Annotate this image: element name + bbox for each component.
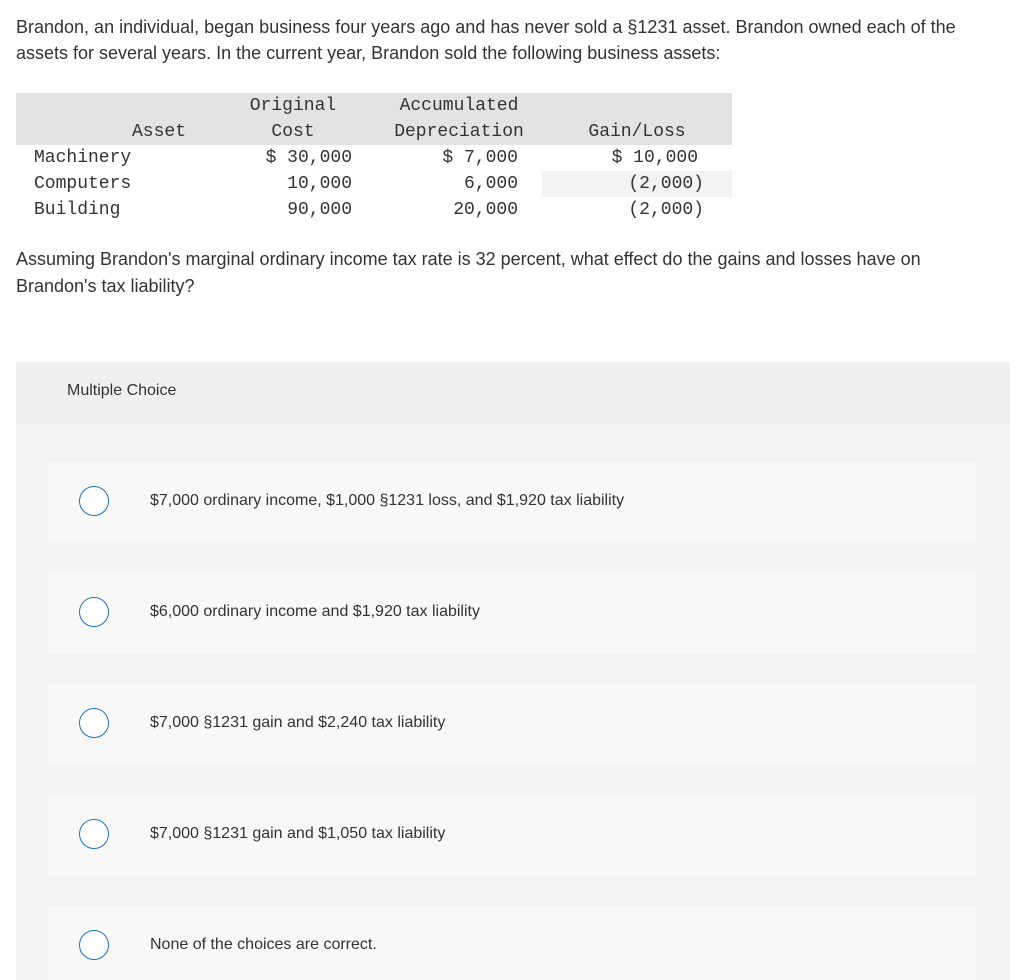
cell-cost: 90,000 <box>287 200 352 220</box>
choice-option-3[interactable] <box>48 684 976 765</box>
choice-option-4[interactable] <box>48 795 976 876</box>
header-cost: Original Cost <box>249 96 337 142</box>
cell-cost: 10,000 <box>210 171 376 197</box>
cell-gain-loss: $ 10,000 <box>611 148 698 168</box>
cell-depreciation: 6,000 <box>376 171 542 197</box>
cell-depreciation: 20,000 <box>453 200 518 220</box>
cell-cost: $ 30,000 <box>265 148 352 168</box>
cell-depreciation: $ 7,000 <box>442 148 518 168</box>
choice-label: $7,000 §1231 gain and $1,050 tax liability <box>150 825 446 842</box>
cell-asset: Computers <box>16 171 210 197</box>
radio-button-icon[interactable] <box>79 486 109 516</box>
multiple-choice-header <box>16 362 1010 423</box>
cell-asset: Machinery <box>34 148 132 168</box>
multiple-choice-title: Multiple Choice <box>67 382 177 399</box>
table-row <box>16 197 732 223</box>
choice-option-2[interactable] <box>48 573 976 654</box>
question-prompt: Assuming Brandon's marginal ordinary income tax rate is 32 percent, what effect do the gains and losses have on Brandon's tax liability? <box>16 249 921 296</box>
cell-gain-loss: (2,000) <box>628 200 704 220</box>
header-asset: Asset <box>131 122 186 142</box>
cell-gain-loss: (2,000) <box>542 171 732 197</box>
cell-asset: Building <box>34 200 121 220</box>
choice-label: $7,000 §1231 gain and $2,240 tax liability <box>150 714 446 731</box>
header-gain-loss: Gain/Loss <box>588 122 686 142</box>
table-header-row <box>16 93 732 145</box>
radio-button-icon[interactable] <box>79 930 109 960</box>
choice-option-1[interactable] <box>48 462 976 543</box>
radio-button-icon[interactable] <box>79 819 109 849</box>
choice-option-5[interactable] <box>48 906 976 980</box>
question-intro: Brandon, an individual, began business four years ago and has never sold a §1231 asset. Brandon owned each of the assets for several years. In the current year, Brandon sold the following business assets: <box>16 17 956 63</box>
header-depreciation: Accumulated Depreciation <box>394 96 524 142</box>
radio-button-icon[interactable] <box>79 597 109 627</box>
table-row <box>16 145 732 171</box>
radio-button-icon[interactable] <box>79 708 109 738</box>
asset-table <box>16 93 732 223</box>
choice-label: None of the choices are correct. <box>150 936 377 953</box>
choice-label: $7,000 ordinary income, $1,000 §1231 loss, and $1,920 tax liability <box>150 492 625 509</box>
multiple-choice-panel <box>16 362 1010 980</box>
table-row <box>16 171 732 197</box>
choice-label: $6,000 ordinary income and $1,920 tax liability <box>150 603 480 620</box>
